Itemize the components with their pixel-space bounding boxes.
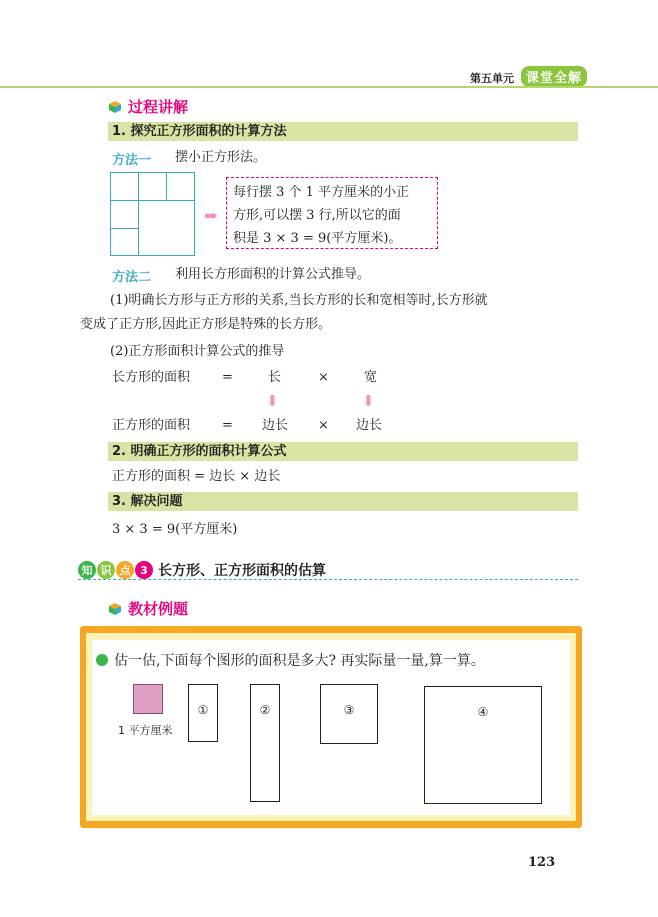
page-number: 123 (528, 855, 556, 870)
method1-explanation-box (226, 177, 438, 249)
section-title-text: 过程讲解 (128, 98, 189, 116)
unit-square (133, 684, 163, 714)
formula-rect-length: 长 (268, 370, 282, 385)
unit-label: 第五单元 (470, 72, 514, 85)
formula-rect-name: 长方形的面积 (112, 370, 191, 385)
example-question (96, 650, 485, 670)
shape-4-label: ④ (477, 705, 489, 719)
part3-heading: 3. 解决问题 (108, 492, 578, 511)
method1-label: 方法一 (112, 153, 152, 168)
shape-1-label: ① (197, 703, 209, 717)
para1-line2: 变成了正方形,因此正方形是特殊的长方形。 (80, 317, 332, 332)
box-line-1: 每行摆 3 个 1 平方厘米的小正 (233, 185, 410, 200)
arrow-down-icon: ⬇ (362, 392, 375, 410)
formula-square-side-a: 边长 (262, 418, 289, 433)
shape-1 (188, 684, 218, 742)
section-title-example (108, 598, 188, 619)
kp-number: 3 (135, 561, 153, 579)
kp-title: 长方形、正方形面积的估算 (158, 563, 326, 579)
shape-3-label: ③ (343, 703, 355, 717)
answer-text: 3 × 3 = 9(平方厘米) (112, 522, 238, 537)
cube-icon (108, 100, 122, 114)
kp-char-1: 知 (78, 561, 96, 579)
method2-label: 方法二 (112, 270, 152, 285)
shape-4 (424, 686, 542, 804)
part2-heading: 2. 明确正方形的面积计算公式 (108, 442, 578, 461)
arrow-down-icon: ⬇ (266, 392, 279, 410)
kp-char-3: 点 (116, 561, 134, 579)
cube-icon (108, 602, 122, 616)
shape-3 (320, 684, 378, 744)
para2: (2)正方形面积计算公式的推导 (110, 344, 285, 359)
square-area-formula: 正方形的面积 = 边长 × 边长 (112, 469, 281, 484)
section-title-process (108, 96, 188, 117)
box-line-3: 积是 3 × 3 = 9(平方厘米)。 (233, 231, 402, 246)
square-grid-figure (110, 172, 195, 256)
formula-square-name: 正方形的面积 (112, 418, 191, 433)
bullet-icon (96, 654, 108, 666)
arrow-right-icon: ➡ (204, 206, 218, 225)
formula-square-side-b: 边长 (356, 418, 383, 433)
header-divider (0, 86, 658, 88)
method1-text: 摆小正方形法。 (175, 150, 267, 165)
kp-underline (78, 579, 578, 580)
shape-2-label: ② (259, 703, 271, 717)
question-text: 估一估,下面每个图形的面积是多大? 再实际量一量,算一算。 (114, 653, 485, 669)
formula-rect-times: × (318, 370, 329, 385)
shape-2 (250, 684, 280, 802)
para1-line1: (1)明确长方形与正方形的关系,当长方形的长和宽相等时,长方形就 (110, 293, 488, 308)
unit-badge: 课堂全解 (521, 66, 587, 87)
box-line-2: 方形,可以摆 3 行,所以它的面 (233, 208, 401, 223)
unit-square-label: 1 平方厘米 (118, 724, 173, 737)
formula-square-times: × (318, 418, 329, 433)
part1-heading: 1. 探究正方形面积的计算方法 (108, 122, 578, 141)
formula-rect-eq: = (222, 370, 233, 385)
formula-square-eq: = (222, 418, 233, 433)
kp-char-2: 识 (97, 561, 115, 579)
method2-text: 利用长方形面积的计算公式推导。 (175, 267, 371, 282)
knowledge-point-heading (78, 560, 326, 580)
formula-rect-width: 宽 (364, 370, 378, 385)
section-title-text: 教材例题 (128, 600, 189, 618)
